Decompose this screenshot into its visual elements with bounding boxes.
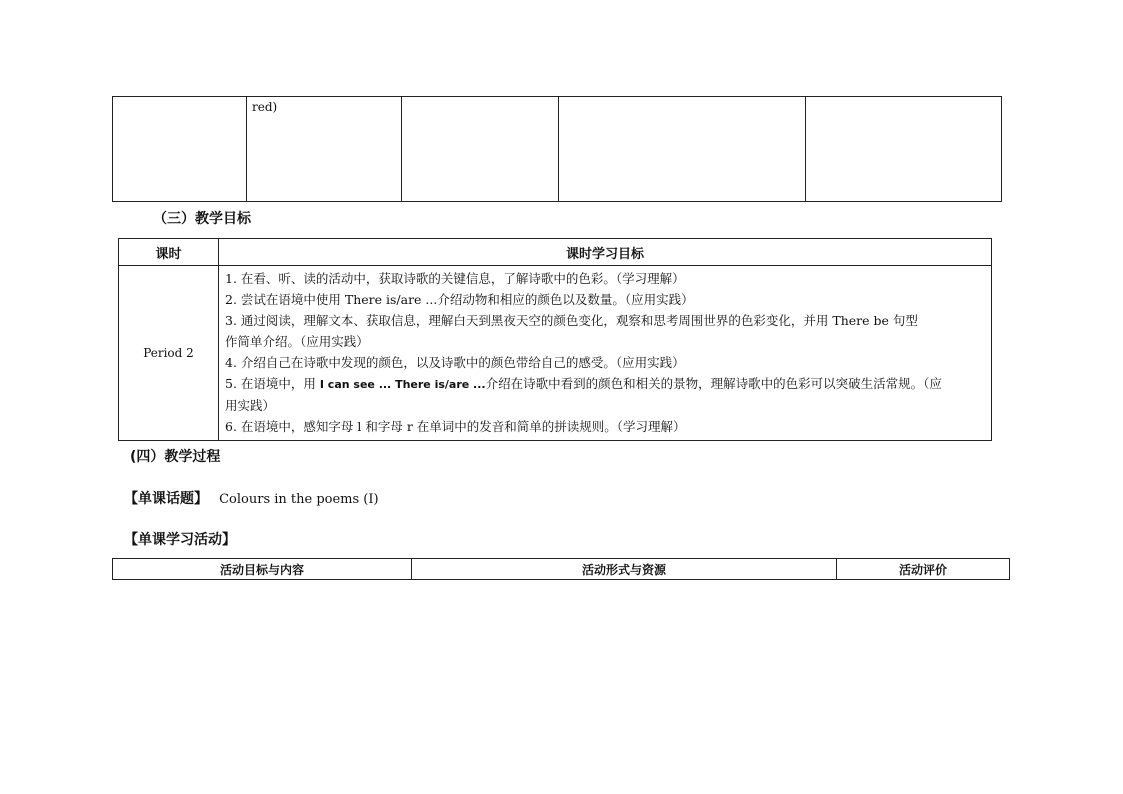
goal-item: 6. 在语境中，感知字母 l 和字母 r 在单词中的发音和简单的拼读规则。（学习理解） bbox=[225, 419, 686, 434]
activity-evaluation-header: 活动评价 bbox=[837, 559, 1010, 580]
table-header-row bbox=[119, 239, 992, 266]
goal-text: 5. 在语境中，用 bbox=[225, 376, 320, 391]
objectives-heading: （三）教学目标 bbox=[153, 211, 251, 227]
table-cell bbox=[806, 97, 1002, 202]
topic-label: 【单课话题】 bbox=[124, 491, 208, 507]
process-heading: (四）教学过程 bbox=[130, 449, 221, 465]
goal-item: 3. 通过阅读，理解文本、获取信息，理解白天到黑夜天空的颜色变化，观察和思考周围世界的色彩变化，并用 There be 句型 bbox=[225, 313, 918, 328]
goal-item-continued: 用实践） bbox=[225, 398, 276, 413]
activity-label: 【单课学习活动】 bbox=[124, 532, 236, 548]
goal-item: 1. 在看、听、读的活动中，获取诗歌的关键信息，了解诗歌中的色彩。（学习理解） bbox=[225, 271, 685, 286]
goal-item bbox=[225, 373, 985, 395]
table-cell bbox=[113, 97, 247, 202]
table-cell: red) bbox=[247, 97, 402, 202]
topic-value: Colours in the poems (I) bbox=[219, 492, 379, 507]
activity-goal-header: 活动目标与内容 bbox=[113, 559, 412, 580]
goal-item: 4. 介绍自己在诗歌中发现的颜色，以及诗歌中的颜色带给自己的感受。（应用实践） bbox=[225, 355, 685, 370]
goal-text: 介绍在诗歌中看到的颜色和相关的景物，理解诗歌中的色彩可以突破生活常规。（应 bbox=[485, 376, 942, 391]
period-column-header: 课时 bbox=[119, 239, 219, 266]
goals-column-header: 课时学习目标 bbox=[219, 239, 992, 266]
table-row bbox=[119, 266, 992, 441]
goal-item: 2. 尝试在语境中使用 There is/are ...介绍动物和相应的颜色以及数量。（应用实践） bbox=[225, 292, 694, 307]
goal-item-continued: 作简单介绍。（应用实践） bbox=[225, 334, 369, 349]
objectives-table bbox=[118, 238, 992, 441]
activity-table bbox=[112, 558, 1010, 580]
table-cell bbox=[559, 97, 806, 202]
goals-cell bbox=[219, 266, 992, 441]
goal-key-phrase: I can see ... There is/are ... bbox=[319, 378, 486, 391]
table-row bbox=[113, 97, 1002, 202]
activity-form-header: 活动形式与资源 bbox=[412, 559, 837, 580]
topic-line bbox=[124, 488, 379, 508]
previous-table bbox=[112, 96, 1002, 202]
table-cell bbox=[402, 97, 559, 202]
table-header-row bbox=[113, 559, 1010, 580]
period-cell: Period 2 bbox=[119, 266, 219, 441]
